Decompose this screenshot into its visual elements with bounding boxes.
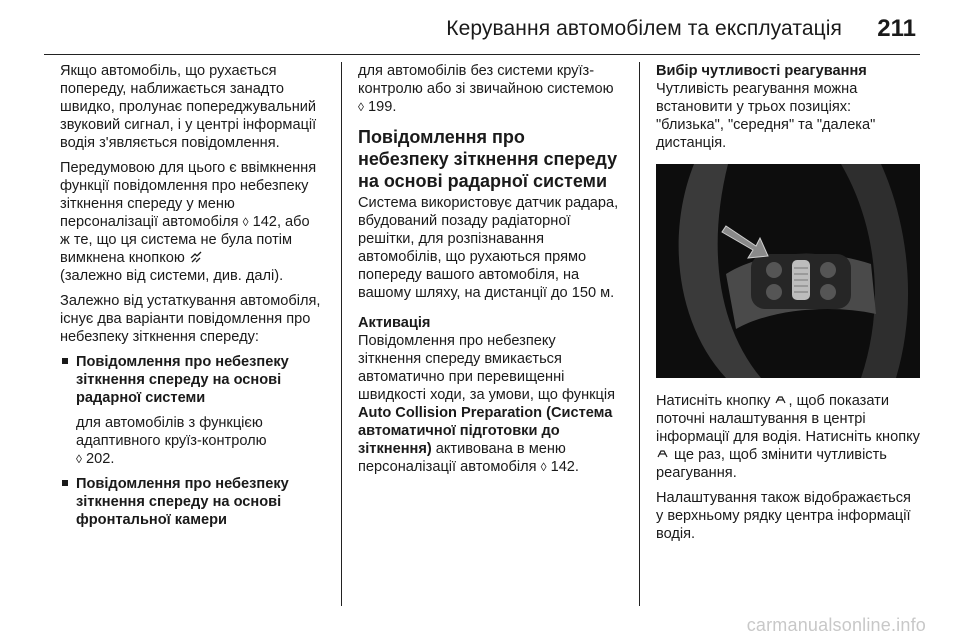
list-item — [60, 353, 322, 407]
paragraph: Натисніть кнопку , щоб показати поточні налаштування в центрі інформації для водія. Натисніть кнопку ще раз, щоб змінити чутливість реагування. — [656, 393, 920, 481]
bullet-icon — [62, 480, 68, 486]
section-heading: Повідомлення про небезпеку зіткнення спереду на основі радарної системи — [358, 127, 618, 191]
list-item — [60, 475, 322, 529]
column-2 — [358, 62, 620, 483]
page-ref-icon: ◊ — [242, 215, 249, 229]
page-ref-icon: ◊ — [540, 460, 547, 474]
subsection-heading: Активація — [358, 315, 431, 331]
paragraph: Чутливість реагування можна встановити у трьох позиціях: "близька", "середня" та "далека" дистанція. — [656, 81, 876, 151]
paragraph: Повідомлення про небезпеку зіткнення спереду вмикається автоматично при перевищенні швидкості ходи, за умови, що функція Auto Collision Preparation (Система автоматичної підготовки до зіткнення) активована в меню персоналізації автомобіля ◊ 142. — [358, 333, 616, 475]
following-distance-icon — [656, 447, 670, 462]
paragraph: Передумовою для цього є ввімкнення функції повідомлення про небезпеку зіткнення спереду у меню персоналізації автомобіля ◊ 142, або ж те, що ця система не була потім вимкнена кнопкою (залежно від системи, див. далі). — [60, 160, 317, 284]
page-header — [0, 0, 960, 52]
paragraph: Залежно від устаткування автомобіля, існує два варіанти повідомлення про небезпеку зіткнення спереду: — [60, 293, 321, 345]
page-ref-icon: ◊ — [358, 100, 364, 114]
page-ref-icon: ◊ — [76, 452, 82, 466]
column-divider-2 — [639, 62, 640, 606]
chapter-title: Керування автомобілем та експлуатація — [446, 17, 842, 40]
bullet-icon — [62, 358, 68, 364]
paragraph: для автомобілів без системи круїз-контролю або зі звичайною системою ◊ 199. — [358, 63, 614, 115]
page-number: 211 — [877, 15, 916, 42]
header-divider — [44, 54, 920, 55]
watermark: carmanualsonline.info — [746, 615, 926, 635]
subsection-heading: Вибір чутливості реагування — [656, 63, 867, 79]
column-divider-1 — [341, 62, 342, 606]
following-distance-icon — [774, 393, 788, 408]
paragraph: Налаштування також відображається у верхньому рядку центра інформації водія. — [656, 490, 911, 542]
steering-wheel-figure — [656, 164, 920, 378]
paragraph: Якщо автомобіль, що рухається попереду, наближається занадто швидко, пролунає попереджувальний звуковий сигнал, і у центрі інформації водія з'являється повідомлення. — [60, 63, 317, 151]
column-1 — [60, 62, 322, 536]
list-item-text: для автомобілів з функцією адаптивного круїз-контролю ◊ 202. — [76, 415, 267, 467]
paragraph: Система використовує датчик радара, вбудований позаду радіаторної решітки, для розпізнавання автомобілів, що рухаються прямо попереду вашого автомобіля, на вашому шляху, на дистанції до 150 м. — [358, 195, 619, 301]
column-3 — [656, 62, 920, 550]
list-item-title: Повідомлення про небезпеку зіткнення спереду на основі фронтальної камери — [76, 476, 289, 528]
list-item-title: Повідомлення про небезпеку зіткнення спереду на основі радарної системи — [76, 354, 289, 406]
collision-alert-icon — [189, 250, 203, 265]
